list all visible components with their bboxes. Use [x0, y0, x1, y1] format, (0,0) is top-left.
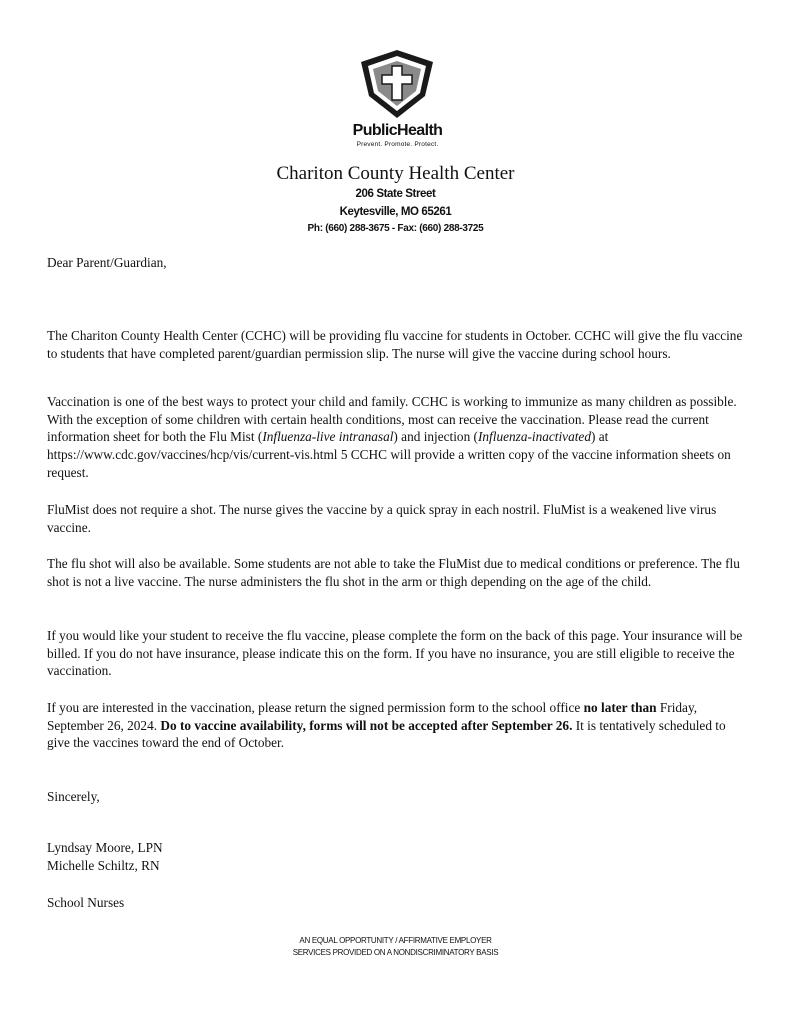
p6-text-c: Friday, September 26, 2024.: [47, 700, 698, 733]
signer-role: School Nurses: [47, 895, 125, 910]
salutation: Dear Parent/Guardian,: [47, 255, 167, 270]
paragraph-deadline: [47, 699, 747, 752]
footer-equal-opportunity: AN EQUAL OPPORTUNITY / AFFIRMATIVE EMPLOYER: [299, 936, 492, 945]
p6-text-e: It is tentatively scheduled to give the vaccines toward the end of October.: [47, 717, 726, 751]
paragraph-cchc-flu-vaccine: The Chariton County Health Center (CCHC) will be providing flu vaccine for students in October. CCHC will give the flu vaccine to students that have completed parent/guardian permission slip. The nurse will give the vaccine during school hours.: [47, 328, 743, 361]
p2-text-e: ) at https://www.cdc.gov/vaccines/hcp/vis/current-vis.html 5 CCHC will provide a written copy of the vaccine information sheets on request.: [47, 429, 731, 480]
paragraph-vaccination-info: [47, 393, 747, 481]
p6-text-a: If you are interested in the vaccination, please return the signed permission form to the school office: [47, 700, 584, 716]
p6-bold-no-later-than: no later than: [583, 700, 657, 716]
signer-2: Michelle Schiltz, RN: [47, 858, 160, 873]
p6-bold-availability-notice: Do to vaccine availability, forms will not be accepted after September 26.: [160, 717, 573, 733]
p2-italic-inactivated: Influenza-inactivated: [477, 429, 591, 445]
address-street: 206 State Street: [355, 188, 436, 200]
address-city: Keytesville, MO 65261: [339, 206, 452, 218]
paragraph-flu-shot: The flu shot will also be available. Some students are not able to take the FluMist due to medical conditions or preference. The flu shot is not a live vaccine. The nurse administers the flu shot in the arm or thigh depending on the age of the child.: [47, 556, 740, 589]
footer-nondiscriminatory: SERVICES PROVIDED ON A NONDISCRIMINATORY BASIS: [292, 948, 499, 957]
paragraph-insurance: If you would like your student to receive the flu vaccine, please complete the form on the back of this page. Your insurance will be billed. If you do not have insurance, please indicate this on the form. If you have no insurance, you are still eligible to receive the vaccination.: [47, 628, 743, 679]
signer-1: Lyndsay Moore, LPN: [47, 840, 163, 855]
p2-text-a: Vaccination is one of the best ways to protect your child and family. CCHC is working to immunize as many children as possible. With the exception of some children with certain health conditions, most can receive the vaccination. Please read the current information sheet for both the Flu Mist (: [47, 394, 737, 445]
organization-name: Chariton County Health Center: [276, 163, 515, 184]
brand-tagline: Prevent. Promote. Protect.: [356, 141, 439, 148]
public-health-shield-cross-icon: [359, 48, 435, 120]
brand-name: PublicHealth: [352, 122, 443, 139]
p2-italic-intranasal: Influenza-live intranasal: [262, 429, 394, 445]
paragraph-flumist: FluMist does not require a shot. The nurse gives the vaccine by a quick spray in each nostril. FluMist is a weakened live virus vaccine.: [47, 502, 717, 535]
closing: Sincerely,: [47, 789, 100, 804]
p2-text-c: ) and injection (: [393, 429, 478, 445]
phone-fax: Ph: (660) 288-3675 - Fax: (660) 288-3725: [307, 223, 484, 234]
